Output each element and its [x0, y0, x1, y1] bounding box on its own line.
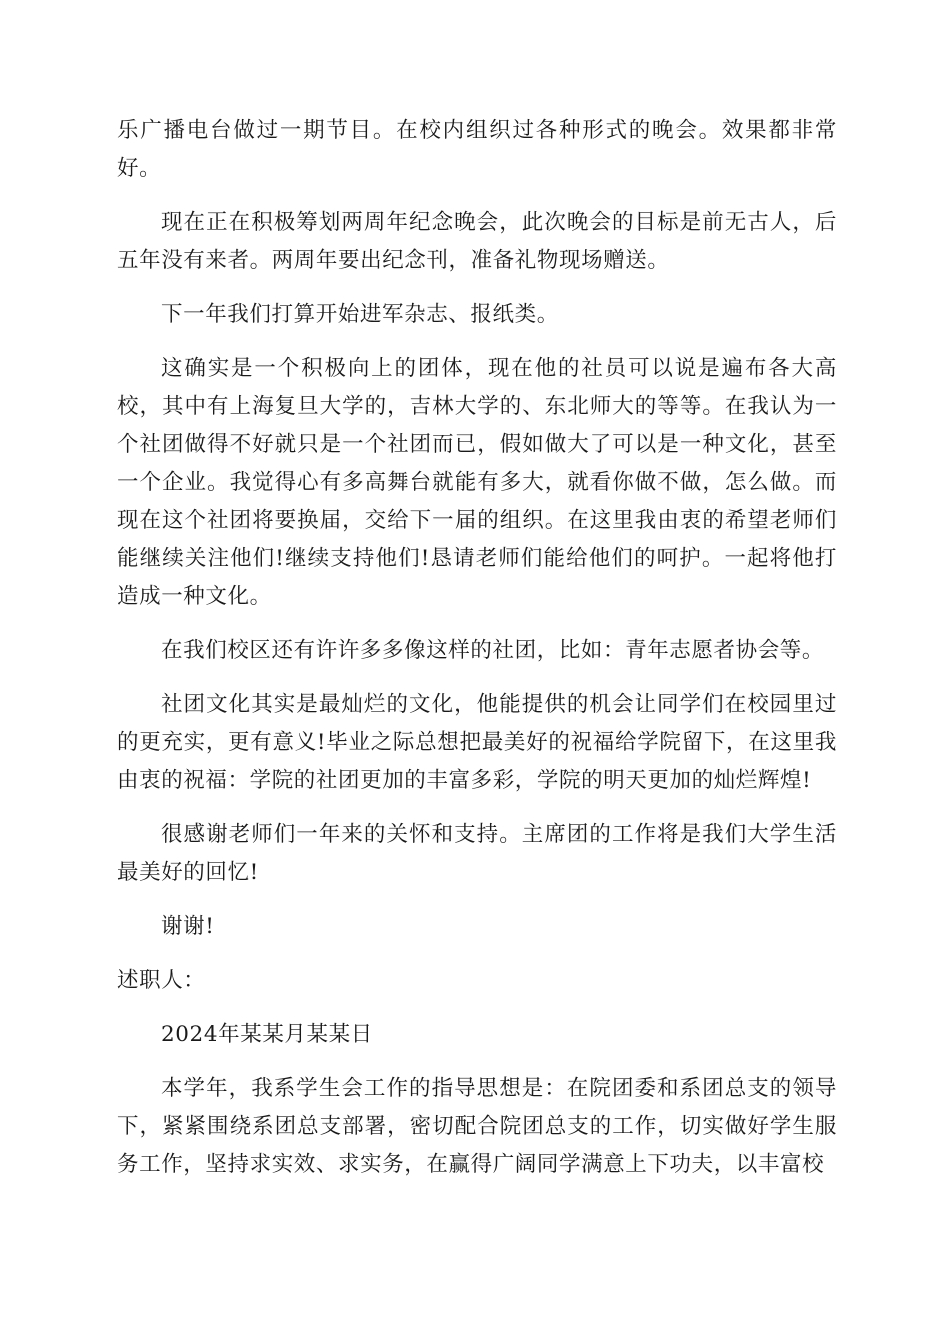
- document-body: [117, 112, 837, 1200]
- paragraph-next-year-plan: 下一年我们打算开始进军杂志、报纸类。: [161, 302, 559, 327]
- signature-label: 述职人：: [117, 968, 206, 993]
- paragraph-continuation: 乐广播电台做过一期节目。在校内组织过各种形式的晚会。效果都非常好。: [117, 118, 837, 181]
- paragraph-thanks-teachers: 很感谢老师们一年来的关怀和支持。主席团的工作将是我们大学生活最美好的回忆!: [117, 822, 837, 885]
- signature-date: 2024年某某月某某日: [161, 1022, 373, 1047]
- paragraph-club-culture: 社团文化其实是最灿烂的文化，他能提供的机会让同学们在校园里过的更充实，更有意义!毕业之际总想把最美好的祝福给学院留下，在这里我由衷的祝福：学院的社团更加的丰富多彩，学院的明天更加的灿烂辉煌!: [117, 692, 837, 793]
- paragraph-thank-you: 谢谢!: [161, 914, 215, 939]
- paragraph-guiding-principle: 本学年，我系学生会工作的指导思想是：在院团委和系团总支的领导下，紧紧围绕系团总支部署，密切配合院团总支的工作，切实做好学生服务工作，坚持求实效、求实务，在赢得广阔同学满意上下功夫，以丰富校: [117, 1076, 837, 1177]
- paragraph-club-description: 这确实是一个积极向上的团体，现在他的社员可以说是遍布各大高校，其中有上海复旦大学的，吉林大学的、东北师大的等等。在我认为一个社团做得不好就只是一个社团而已，假如做大了可以是一种文化，甚至一个企业。我觉得心有多高舞台就能有多大，就看你做不做，怎么做。而现在这个社团将要换届，交给下一届的组织。在这里我由衷的希望老师们能继续关注他们!继续支持他们!恳请老师们能给他们的呵护。一起将他打造成一种文化。: [117, 356, 837, 609]
- paragraph-anniversary-gala: 现在正在积极筹划两周年纪念晚会，此次晚会的目标是前无古人，后五年没有来者。两周年要出纪念刊，准备礼物现场赠送。: [117, 210, 837, 273]
- paragraph-other-clubs: 在我们校区还有许许多多像这样的社团，比如：青年志愿者协会等。: [161, 638, 825, 663]
